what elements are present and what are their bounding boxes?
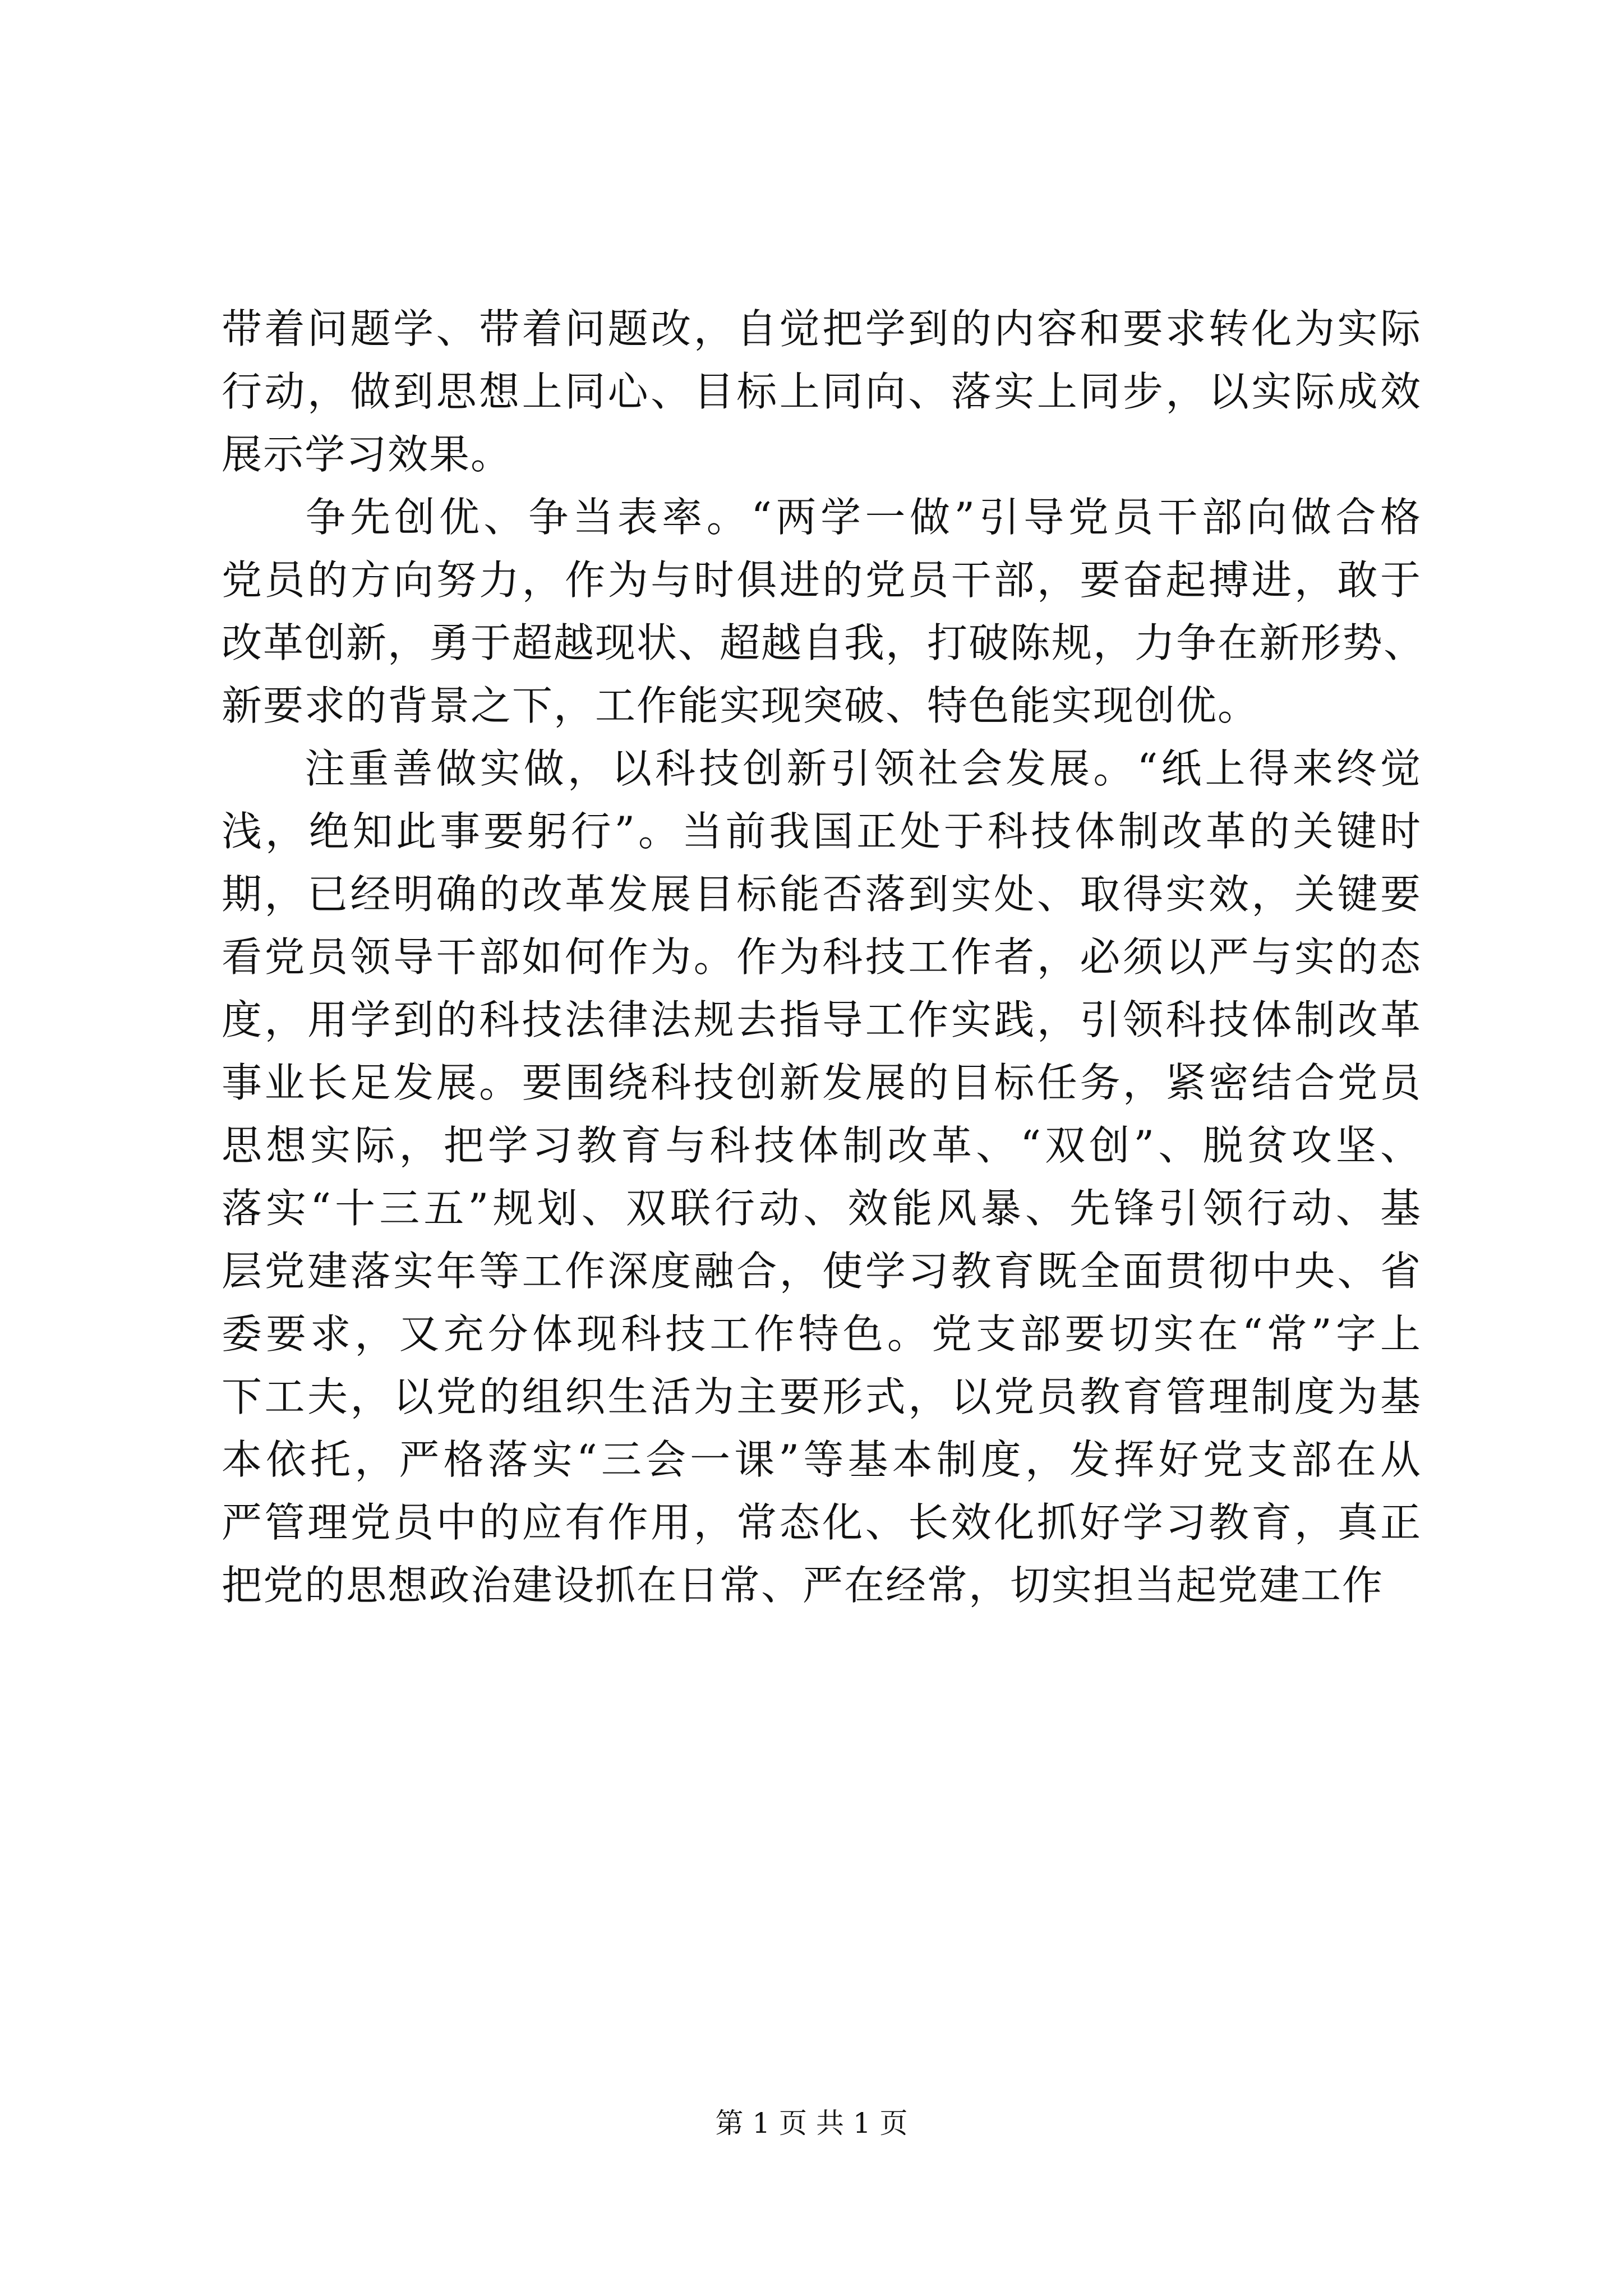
text-line: [222, 1491, 1422, 1554]
line-text: 浅，绝知此事要躬行”。当前我国正处于科技体制改革的关键时: [222, 808, 1422, 855]
line-text: 严管理党员中的应有作用，常态化、长效化抓好学习教育，真正: [222, 1499, 1422, 1546]
text-line: [222, 549, 1422, 611]
paragraph: [222, 737, 1422, 1617]
line-text: 委要求，又充分体现科技工作特色。党支部要切实在“常”字上: [222, 1310, 1422, 1358]
text-line: [222, 1177, 1422, 1240]
line-text: 带着问题学、带着问题改，自觉把学到的内容和要求转化为实际: [222, 305, 1422, 352]
text-line: [222, 1240, 1422, 1303]
line-text: 落实“十三五”规划、双联行动、效能风暴、先锋引领行动、基: [222, 1185, 1422, 1232]
text-line: [222, 674, 1422, 737]
line-text: 度，用学到的科技法律法规去指导工作实践，引领科技体制改革: [222, 996, 1422, 1043]
line-text: 争先创优、争当表率。“两学一做”引导党员干部向做合格: [302, 494, 1422, 541]
paragraph: [222, 297, 1422, 486]
line-text: 看党员领导干部如何作为。作为科技工作者，必须以严与实的态: [222, 933, 1422, 981]
text-line: [222, 1303, 1422, 1365]
text-line: [222, 1428, 1422, 1491]
page-footer: 第 1 页 共 1 页: [715, 2107, 908, 2139]
text-line: [222, 1114, 1422, 1177]
text-line: [222, 297, 1422, 360]
line-text: 本依托，严格落实“三会一课”等基本制度，发挥好党支部在从: [222, 1436, 1422, 1483]
line-text: 行动，做到思想上同心、目标上同向、落实上同步，以实际成效: [222, 368, 1422, 415]
text-line: [222, 423, 1422, 486]
text-line: [222, 988, 1422, 1051]
line-text: 改革创新，勇于超越现状、超越自我，打破陈规，力争在新形势、: [222, 619, 1426, 666]
line-text: 展示学习效果。: [222, 431, 513, 478]
line-text: 把党的思想政治建设抓在日常、严在经常，切实担当起党建工作: [222, 1562, 1384, 1609]
text-line: [222, 1365, 1422, 1428]
text-line: [222, 863, 1422, 926]
text-line: [222, 486, 1422, 549]
line-text: 思想实际，把学习教育与科技体制改革、“双创”、脱贫攻坚、: [222, 1122, 1422, 1169]
line-text: 党员的方向努力，作为与时俱进的党员干部，要奋起搏进，敢于: [222, 556, 1422, 604]
text-line: [222, 1051, 1422, 1114]
line-text: 期，已经明确的改革发展目标能否落到实处、取得实效，关键要: [222, 871, 1422, 918]
line-text: 注重善做实做，以科技创新引领社会发展。“纸上得来终觉: [302, 745, 1422, 792]
text-line: [222, 800, 1422, 863]
paragraph: [222, 486, 1426, 737]
text-line: [222, 360, 1422, 423]
text-line: [222, 737, 1422, 800]
line-text: 下工夫，以党的组织生活为主要形式，以党员教育管理制度为基: [222, 1373, 1422, 1420]
text-line: [222, 926, 1422, 988]
line-text: 新要求的背景之下，工作能实现突破、特色能实现创优。: [222, 682, 1260, 729]
text-line: [222, 611, 1426, 674]
document-body: [222, 297, 1426, 1617]
line-text: 事业长足发展。要围绕科技创新发展的目标任务，紧密结合党员: [222, 1059, 1422, 1106]
text-line: [222, 1554, 1422, 1617]
line-text: 层党建落实年等工作深度融合，使学习教育既全面贯彻中央、省: [222, 1248, 1422, 1295]
